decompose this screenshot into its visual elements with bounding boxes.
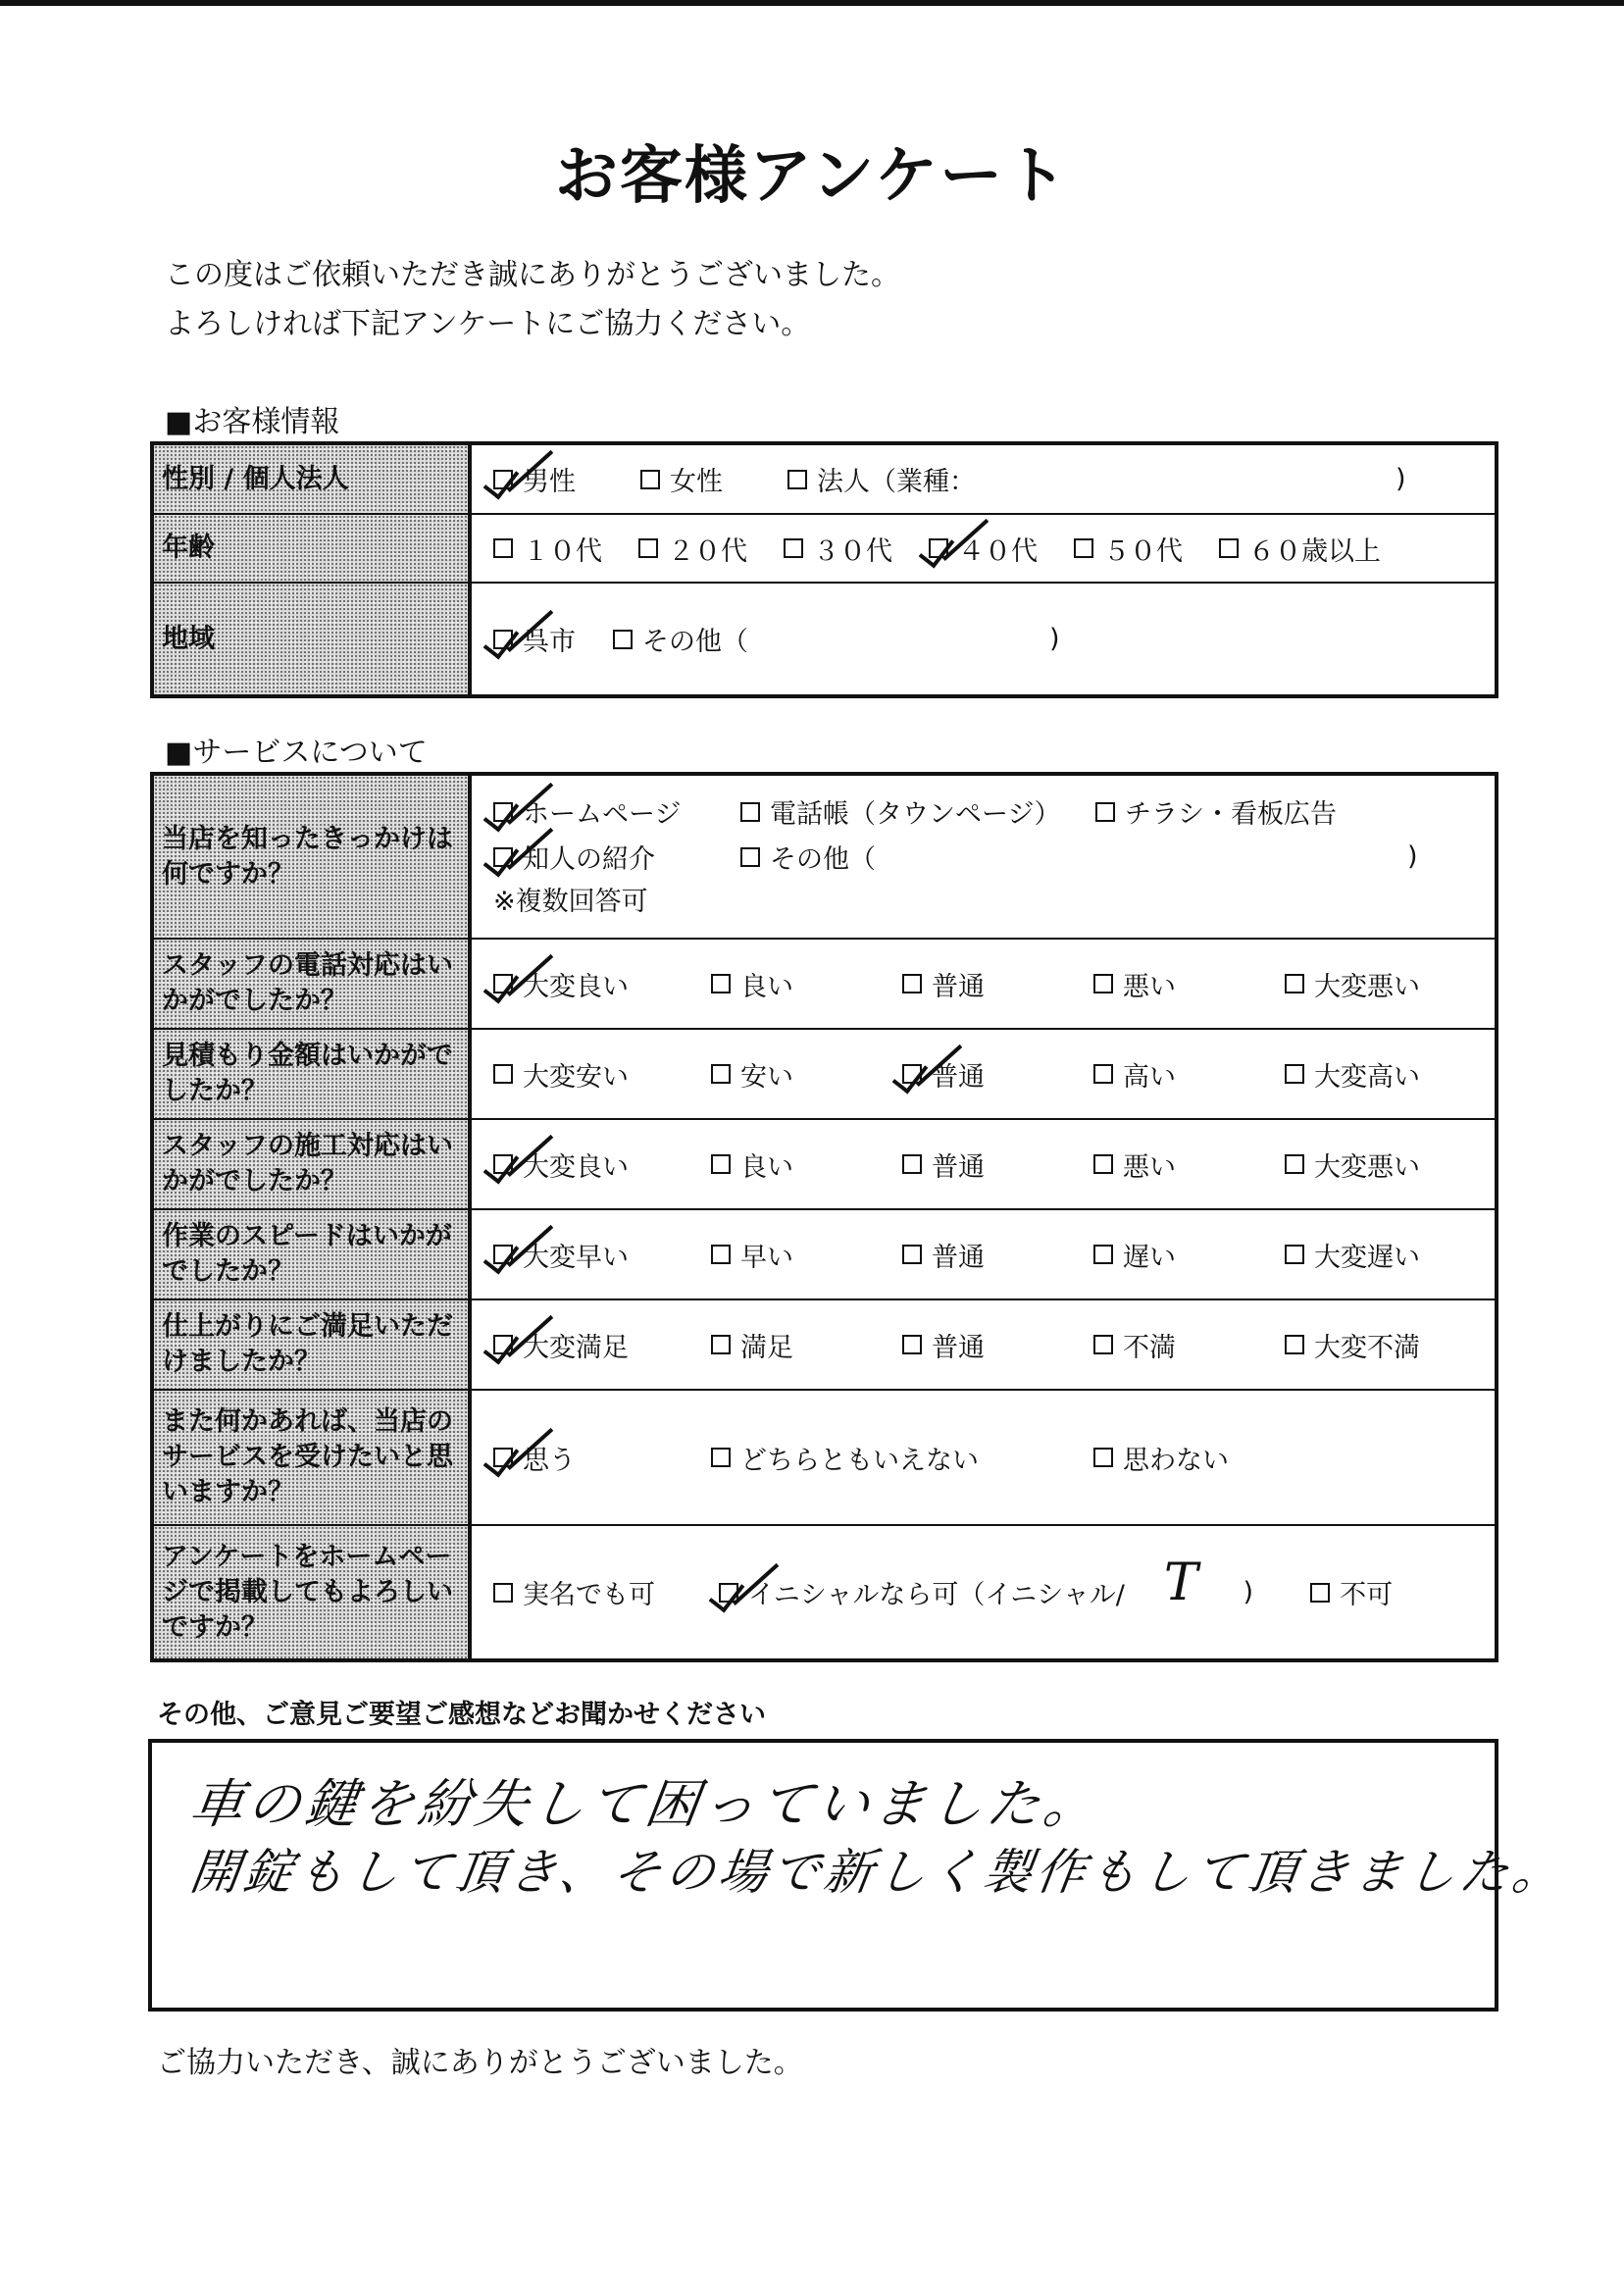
checkbox-publish-no[interactable] [1310, 1583, 1330, 1603]
checkbox-phonebook[interactable] [740, 802, 760, 822]
question-label-speed: 作業のスピードはいかがでしたか？ [152, 1209, 470, 1299]
age-option-50s[interactable]: ５０代 [1074, 530, 1219, 568]
gender-label: 性別 / 個人法人 [152, 443, 470, 514]
age-option-40s[interactable]: ４０代 [929, 530, 1074, 568]
checkbox-phone-4[interactable] [1093, 974, 1113, 993]
question-row-satisfaction [152, 1299, 1497, 1390]
question-label-construction: スタッフの施工対応はいかがでしたか？ [152, 1119, 470, 1209]
rating-satisfaction-1[interactable]: 大変満足 [493, 1326, 711, 1364]
checkbox-publish-realname[interactable] [493, 1583, 513, 1603]
publish-option-no[interactable]: 不可 [1310, 1573, 1393, 1611]
gender-row [152, 443, 1497, 514]
rating-satisfaction-5[interactable]: 大変不満 [1285, 1326, 1476, 1364]
checkbox-phone-2[interactable] [711, 974, 731, 993]
checkbox-speed-3[interactable] [902, 1245, 922, 1264]
customer-section-heading: ■お客様情報 [165, 405, 340, 439]
rating-construction-1[interactable]: 大変良い [493, 1146, 711, 1184]
age-label: 年齢 [152, 514, 470, 583]
initial-close-paren: ) [1243, 1577, 1254, 1607]
checkbox-construction-5[interactable] [1285, 1154, 1304, 1174]
initial-value-handwritten: T [1163, 1553, 1198, 1612]
checkbox-publish-initial[interactable] [719, 1583, 738, 1603]
question-row-speed [152, 1209, 1497, 1299]
return-option-no[interactable]: 思わない [1093, 1439, 1388, 1477]
rating-phone-2[interactable]: 良い [711, 965, 902, 1003]
rating-phone-4[interactable]: 悪い [1093, 965, 1285, 1003]
checkbox-construction-2[interactable] [711, 1154, 731, 1174]
comments-box [148, 1739, 1570, 2012]
question-label-estimate: 見積もり金額はいかがでしたか？ [152, 1029, 470, 1119]
rating-options-speed [493, 1236, 1473, 1274]
rating-estimate-3[interactable]: 普通 [902, 1055, 1093, 1094]
checkbox-construction-1[interactable] [493, 1154, 513, 1174]
checkbox-age-10s[interactable] [493, 538, 513, 558]
page-title: お客様アンケート [554, 140, 1070, 213]
rating-options-estimate [493, 1055, 1473, 1094]
checkbox-satisfaction-1[interactable] [493, 1335, 513, 1354]
publish-label: アンケートをホームページで掲載してもよろしいですか？ [152, 1525, 470, 1660]
rating-construction-3[interactable]: 普通 [902, 1146, 1093, 1184]
checkbox-female[interactable] [640, 470, 660, 489]
checkbox-speed-4[interactable] [1093, 1245, 1113, 1264]
rating-construction-2[interactable]: 良い [711, 1146, 902, 1184]
rating-speed-1[interactable]: 大変早い [493, 1236, 711, 1274]
checkbox-phone-3[interactable] [902, 974, 922, 993]
service-table [150, 772, 1498, 1662]
rating-phone-5[interactable]: 大変悪い [1285, 965, 1476, 1003]
question-row-phone [152, 939, 1497, 1029]
publish-option-initial[interactable]: イニシャルなら可（イニシャル/ [719, 1573, 1125, 1611]
checkbox-speed-5[interactable] [1285, 1245, 1304, 1264]
return-options [493, 1439, 1473, 1477]
checkbox-speed-1[interactable] [493, 1245, 513, 1264]
checkbox-construction-4[interactable] [1093, 1154, 1113, 1174]
question-row-construction [152, 1119, 1497, 1209]
source-label: 当店を知ったきっかけは何ですか？ [152, 774, 470, 939]
checkbox-age-50s[interactable] [1074, 538, 1093, 558]
source-option-other[interactable]: その他（ [740, 838, 1407, 876]
comment-handwritten-line-2: 開錠もして頂き、その場で新しく製作もして頂きました。 [186, 1844, 1570, 1901]
region-close-paren: ) [1049, 624, 1060, 654]
checkbox-speed-2[interactable] [711, 1245, 731, 1264]
checkbox-corporate[interactable] [787, 470, 807, 489]
source-option-homepage[interactable]: ホームページ [493, 792, 740, 831]
publish-option-realname[interactable]: 実名でも可 [493, 1573, 719, 1611]
source-close-paren: ) [1407, 841, 1418, 872]
rating-estimate-2[interactable]: 安い [711, 1055, 902, 1094]
source-row [152, 774, 1497, 939]
checkbox-male[interactable] [493, 470, 513, 489]
checkbox-estimate-4[interactable] [1093, 1064, 1113, 1084]
checkbox-source-other[interactable] [740, 847, 760, 867]
age-option-30s[interactable]: ３０代 [784, 530, 929, 568]
checkbox-estimate-5[interactable] [1285, 1064, 1304, 1084]
region-row [152, 583, 1497, 696]
corporate-close-paren: ) [1396, 464, 1406, 494]
source-options-row-2 [493, 835, 1473, 880]
gender-options [493, 460, 1473, 498]
return-option-yes[interactable]: 思う [493, 1439, 711, 1477]
rating-satisfaction-3[interactable]: 普通 [902, 1326, 1093, 1364]
checkbox-satisfaction-4[interactable] [1093, 1335, 1113, 1354]
checkbox-estimate-2[interactable] [711, 1064, 731, 1084]
rating-speed-4[interactable]: 遅い [1093, 1236, 1285, 1274]
rating-options-phone [493, 965, 1473, 1003]
rating-speed-3[interactable]: 普通 [902, 1236, 1093, 1274]
checkbox-satisfaction-3[interactable] [902, 1335, 922, 1354]
rating-estimate-4[interactable]: 高い [1093, 1055, 1285, 1094]
checkbox-return-neutral[interactable] [711, 1448, 731, 1467]
return-label: また何かあれば、当店のサービスを受けたいと思いますか？ [152, 1390, 470, 1525]
checkbox-phone-5[interactable] [1285, 974, 1304, 993]
checkbox-estimate-1[interactable] [493, 1064, 513, 1084]
comments-title: その他、ご意見ご要望ご感想などお聞かせください [157, 1700, 766, 1730]
top-border-line [0, 0, 1624, 6]
rating-options-satisfaction [493, 1326, 1473, 1364]
checkbox-age-30s[interactable] [784, 538, 803, 558]
customer-info-table [150, 441, 1498, 698]
checkbox-construction-3[interactable] [902, 1154, 922, 1174]
publish-options [493, 1553, 1473, 1622]
source-options-row-1 [493, 789, 1473, 835]
rating-speed-5[interactable]: 大変遅い [1285, 1236, 1476, 1274]
checkbox-satisfaction-2[interactable] [711, 1335, 731, 1354]
rating-phone-3[interactable]: 普通 [902, 965, 1093, 1003]
checkbox-return-yes[interactable] [493, 1448, 513, 1467]
comment-handwritten-line-1: 車の鍵を紛失して困っていました。 [186, 1773, 1105, 1835]
age-option-20s[interactable]: ２０代 [638, 530, 784, 568]
source-option-flyer[interactable]: チラシ・看板広告 [1095, 792, 1337, 831]
rating-construction-4[interactable]: 悪い [1093, 1146, 1285, 1184]
source-option-phonebook[interactable]: 電話帳（タウンページ） [740, 792, 1095, 831]
checkbox-age-60plus[interactable] [1219, 538, 1239, 558]
region-option-other[interactable]: その他（ [613, 620, 1049, 658]
intro-line-2: よろしければ下記アンケートにご協力ください。 [165, 307, 811, 341]
gender-option-corporate[interactable]: 法人（業種： [787, 460, 1396, 498]
region-label: 地域 [152, 583, 470, 696]
rating-options-construction [493, 1146, 1473, 1184]
publish-row [152, 1525, 1497, 1660]
question-row-estimate [152, 1029, 1497, 1119]
checkbox-referral[interactable] [493, 847, 513, 867]
rating-phone-1[interactable]: 大変良い [493, 965, 711, 1003]
age-row [152, 514, 1497, 583]
checkbox-region-other[interactable] [613, 630, 633, 649]
rating-satisfaction-2[interactable]: 満足 [711, 1326, 902, 1364]
age-option-10s[interactable]: １０代 [493, 530, 638, 568]
rating-satisfaction-4[interactable]: 不満 [1093, 1326, 1285, 1364]
checkbox-estimate-3[interactable] [902, 1064, 922, 1084]
closing-thanks: ご協力いただき、誠にありがとうございました。 [157, 2046, 803, 2080]
checkbox-kure[interactable] [493, 630, 513, 649]
checkbox-homepage[interactable] [493, 802, 513, 822]
region-options [493, 620, 1473, 658]
gender-option-male[interactable]: 男性 [493, 460, 640, 498]
service-section-heading: ■サービスについて [165, 736, 428, 770]
checkbox-return-no[interactable] [1093, 1448, 1113, 1467]
rating-estimate-5[interactable]: 大変高い [1285, 1055, 1476, 1094]
checkbox-flyer[interactable] [1095, 802, 1115, 822]
checkbox-age-20s[interactable] [638, 538, 658, 558]
question-label-phone: スタッフの電話対応はいかがでしたか？ [152, 939, 470, 1029]
region-option-kure[interactable]: 呉市 [493, 620, 613, 658]
rating-construction-5[interactable]: 大変悪い [1285, 1146, 1476, 1184]
age-option-60plus[interactable]: ６０歳以上 [1219, 530, 1381, 568]
rating-speed-2[interactable]: 早い [711, 1236, 902, 1274]
checkbox-age-40s[interactable] [929, 538, 948, 558]
checkbox-phone-1[interactable] [493, 974, 513, 993]
intro-line-1: この度はご依頼いただき誠にありがとうございました。 [165, 258, 900, 292]
checkbox-satisfaction-5[interactable] [1285, 1335, 1304, 1354]
return-option-neutral[interactable]: どちらともいえない [711, 1439, 1093, 1477]
return-row [152, 1390, 1497, 1525]
gender-option-female[interactable]: 女性 [640, 460, 787, 498]
source-option-referral[interactable]: 知人の紹介 [493, 838, 740, 876]
rating-estimate-1[interactable]: 大変安い [493, 1055, 711, 1094]
multiple-answers-note: ※複数回答可 [493, 886, 648, 917]
question-label-satisfaction: 仕上がりにご満足いただけましたか？ [152, 1299, 470, 1390]
age-options [493, 530, 1473, 568]
